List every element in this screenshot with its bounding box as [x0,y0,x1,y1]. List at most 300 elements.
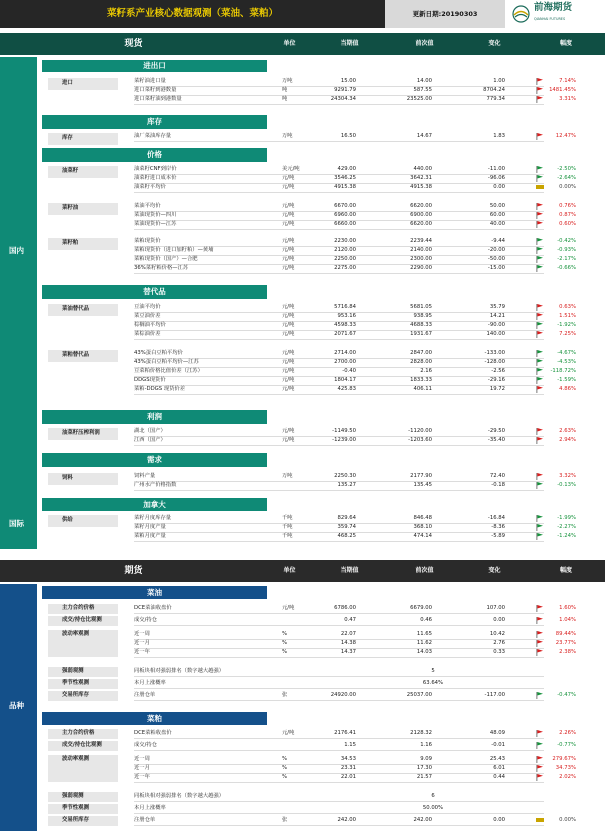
row-item: 菜油现货价—江苏 [134,221,177,227]
row-previous: 2177.90 [410,473,432,479]
group-stock: 库存 [62,135,73,141]
row-current: -0.40 [342,368,356,374]
row-previous: 1833.33 [410,377,432,383]
row-unit: 元/吨 [282,203,295,209]
row-previous: 2128.32 [410,730,432,736]
row-unit: 元/吨 [282,377,295,383]
row-pct: 2.02% [559,774,576,780]
row-pct: -0.66% [557,265,576,271]
row-unit: 张 [282,817,288,823]
row-previous: 9.09 [420,756,432,762]
row-previous: 1.16 [420,742,432,748]
row-previous: 5681.05 [410,304,432,310]
row-divider [134,801,544,802]
row-divider [134,782,544,783]
group-crush: 油菜籽压榨利润 [62,430,100,436]
row-unit: 元/吨 [282,322,295,328]
row-pct: -1.99% [557,515,576,521]
row-previous: 6620.00 [410,221,432,227]
row-divider [134,192,544,193]
row-change: 107.00 [486,605,505,611]
group-vol-ratio: 成交/持仓比观测 [62,617,102,623]
row-pct: 0.00% [559,184,576,190]
row-span-value: 5 [431,668,435,674]
row-item: 同板块相对强弱排名（数字越大越强） [134,668,225,674]
row-item: 近一月 [134,765,150,771]
row-current: 2714.00 [334,350,356,356]
row-change: -2.56 [491,368,505,374]
row-item: 进口菜籽油到港数量 [134,96,182,102]
row-item: 江西（国产） [134,437,166,443]
row-current: 9291.79 [334,87,356,93]
row-change: 0.33 [493,649,505,655]
row-change: 19.72 [489,386,505,392]
row-current: 16.50 [340,133,356,139]
row-divider [134,700,544,701]
logo-text: 前海期货 [534,2,573,13]
row-item: 进口菜籽到港数量 [134,87,177,93]
row-unit: 元/吨 [282,730,295,736]
row-divider [134,273,544,274]
row-current: 23.31 [340,765,356,771]
row-unit: 元/吨 [282,368,295,374]
row-item: 近一周 [134,756,150,762]
row-unit: 元/吨 [282,331,295,337]
row-current: 2120.00 [334,247,356,253]
row-change: 0.00 [493,184,505,190]
row-change: 10.42 [489,631,505,637]
row-divider [134,625,544,626]
row-item: 油厂菜油库存量 [134,133,172,139]
row-current: 1.15 [344,742,356,748]
row-current: 6660.00 [334,221,356,227]
row-item: 菜油平均价 [134,203,161,209]
row-pct: 2.94% [559,437,576,443]
row-unit: % [282,765,288,771]
row-item: 豆菜粕价格比值价差（江苏） [134,368,203,374]
row-divider [134,141,544,142]
group-hv: 波动率观测 [62,756,89,762]
row-current: 2071.67 [334,331,356,337]
group-supply: 供给 [62,517,73,523]
row-divider [134,445,544,446]
row-change: 14.21 [489,313,505,319]
row-pct: 89.44% [555,631,576,637]
row-unit: 元/吨 [282,350,295,356]
col-current: 当期值 [340,567,359,574]
row-current: -1239.00 [332,437,356,443]
row-current: 829.64 [337,515,356,521]
row-item: 成交/持仓 [134,617,157,623]
group-import: 进口 [62,80,73,86]
row-current: 34.53 [340,756,356,762]
row-unit: 万吨 [282,133,293,139]
row-unit: 吨 [282,96,288,102]
row-previous: -1120.00 [408,428,432,434]
row-current: 2700.00 [334,359,356,365]
row-item: 菜粕现货价（国产）—合肥 [134,256,198,262]
col-previous: 前次值 [415,40,434,47]
row-change: 140.00 [486,331,505,337]
row-change: -9.44 [491,238,505,244]
group-vol-ratio: 成交/持仓比观测 [62,742,102,748]
group-strength: 强弱观测 [62,668,84,674]
row-divider [134,676,544,677]
row-current: 24920.00 [330,692,356,698]
row-unit: 美元/吨 [282,166,300,172]
col-change: 变化 [488,40,501,47]
row-divider [134,688,544,689]
group-feed: 饲料 [62,475,73,481]
row-divider [134,490,544,491]
row-change: 0.00 [493,617,505,623]
row-current: 14.38 [340,640,356,646]
row-previous: 1931.67 [410,331,432,337]
row-unit: 元/吨 [282,313,295,319]
row-unit: 万吨 [282,78,293,84]
row-unit: 元/吨 [282,304,295,310]
row-current: -1149.50 [332,428,356,434]
row-current: 22.07 [340,631,356,637]
row-current: 468.25 [337,533,356,539]
row-unit: % [282,631,288,637]
row-item: 菜粕现货价（进口加籽粕）—黄埔 [134,247,214,253]
group-season: 季节性观测 [62,805,89,811]
row-previous: 406.11 [413,386,432,392]
row-previous: 474.14 [413,533,432,539]
row-item: 菜豆油价差 [134,313,161,319]
row-current: 4598.33 [334,322,356,328]
row-previous: 0.46 [420,617,432,623]
row-current: 6960.00 [334,212,356,218]
group-warrant: 交易所库存 [62,817,89,823]
spot-category-band [0,57,37,549]
row-item: 菜粕-DDGS 现货价差 [134,386,186,392]
row-change: 0.44 [493,774,505,780]
row-span-value: 50.00% [422,805,444,811]
row-current: 6670.00 [334,203,356,209]
row-unit: 吨 [282,87,288,93]
row-current: 22.01 [340,774,356,780]
row-pct: 1.60% [559,605,576,611]
col-change: 变化 [488,567,501,574]
row-pct: 1.51% [559,313,576,319]
row-pct: -2.17% [557,256,576,262]
row-previous: 3642.31 [410,175,432,181]
row-previous: 14.00 [416,78,432,84]
row-previous: 11.62 [416,640,432,646]
row-unit: 张 [282,692,288,698]
row-change: -16.84 [487,515,505,521]
row-current: 24304.34 [330,96,356,102]
row-unit: 元/吨 [282,265,295,271]
row-previous: 2290.00 [410,265,432,271]
row-pct: 0.76% [559,203,576,209]
group-warrant: 交易所库存 [62,692,89,698]
row-change: 779.34 [486,96,505,102]
row-previous: 6679.00 [410,605,432,611]
row-divider [134,657,544,658]
row-current: 1804.17 [334,377,356,383]
category-domestic: 国内 [9,246,24,255]
row-pct: -2.50% [557,166,576,172]
row-pct: 0.87% [559,212,576,218]
logo-subtext: QIANHAI FUTURES [534,17,566,21]
section-rapeseed-meal: 菜粕 [42,712,267,725]
row-divider [134,394,544,395]
category-international: 国际 [9,519,24,528]
futures-header [0,560,605,582]
row-previous: 2300.00 [410,256,432,262]
row-pct: -0.93% [557,247,576,253]
row-pct: -1.92% [557,322,576,328]
row-change: -50.00 [487,256,505,262]
row-change: -20.00 [487,247,505,253]
row-divider [134,813,544,814]
row-current: 0.47 [344,617,356,623]
row-previous: 938.95 [413,313,432,319]
row-pct: 0.60% [559,221,576,227]
row-change: -0.01 [491,742,505,748]
row-item: 近一年 [134,774,150,780]
row-unit: 元/吨 [282,256,295,262]
row-previous: 135.45 [413,482,432,488]
row-previous: 14.67 [416,133,432,139]
row-change: -35.40 [487,437,505,443]
row-item: DCE菜粕收盘价 [134,730,172,736]
row-current: 3546.25 [334,175,356,181]
row-pct: 2.38% [559,649,576,655]
row-pct: 23.77% [555,640,576,646]
row-unit: 万吨 [282,473,293,479]
row-pct: 1481.45% [549,87,576,93]
row-item: 43%蛋白豆粕平均价 [134,350,183,356]
col-pct: 幅度 [559,40,572,47]
row-pct: -4.67% [557,350,576,356]
row-change: 25.43 [489,756,505,762]
row-divider [134,825,544,826]
row-previous: 6900.00 [410,212,432,218]
group-oil: 菜籽油 [62,205,79,211]
row-previous: 440.00 [413,166,432,172]
group-season: 季节性观测 [62,680,89,686]
row-item: DDGS现货价 [134,377,166,383]
row-item: 油菜籽平均价 [134,184,166,190]
row-item: 油菜籽CNF到岸价 [134,166,177,172]
row-item: 菜籽月度库存量 [134,515,172,521]
row-divider [134,229,544,230]
row-pct: -118.72% [550,368,576,374]
row-pct: 3.32% [559,473,576,479]
row-item: 近一月 [134,640,150,646]
row-item: 近一周 [134,631,150,637]
row-current: 425.83 [337,386,356,392]
row-item: 广州水产价格指数 [134,482,177,488]
row-pct: 4.86% [559,386,576,392]
row-previous: 4915.38 [410,184,432,190]
row-change: 1.83 [493,133,505,139]
row-unit: % [282,640,288,646]
row-pct: 34.73% [555,765,576,771]
row-item: 菜粕月度产量 [134,533,166,539]
row-change: -96.06 [487,175,505,181]
row-item: 成交/持仓 [134,742,157,748]
row-previous: 2140.00 [410,247,432,253]
col-previous: 前次值 [415,567,434,574]
row-previous: 368.10 [413,524,432,530]
row-current: 429.00 [337,166,356,172]
col-current: 当期值 [340,40,359,47]
row-current: 5716.84 [334,304,356,310]
row-unit: 元/吨 [282,437,295,443]
row-span-value: 6 [431,793,435,799]
row-pct: -4.53% [557,359,576,365]
row-unit: % [282,756,288,762]
section-profit: 利润 [42,410,267,424]
row-change: -11.00 [487,166,505,172]
row-pct: -2.64% [557,175,576,181]
row-current: 14.37 [340,649,356,655]
section-substitutes: 替代品 [42,285,267,299]
section-canada: 加拿大 [42,498,267,511]
row-unit: 元/吨 [282,175,295,181]
row-item: 注册仓单 [134,692,156,698]
row-change: 40.00 [489,221,505,227]
group-main-price: 主力合约价格 [62,730,95,736]
row-current: 2176.41 [334,730,356,736]
section-stock: 库存 [42,115,267,129]
row-pct: 7.25% [559,331,576,337]
spot-header [0,33,605,55]
row-unit: 元/吨 [282,184,295,190]
row-item: 菜籽油进口量 [134,78,166,84]
row-previous: 25037.00 [406,692,432,698]
row-divider [134,613,544,614]
row-unit: 元/吨 [282,605,295,611]
row-change: -90.00 [487,322,505,328]
row-item: 菜籽月度产量 [134,524,166,530]
col-pct: 幅度 [559,567,572,574]
row-pct: 279.67% [552,756,576,762]
row-pct: 3.31% [559,96,576,102]
row-current: 2250.00 [334,256,356,262]
row-previous: 17.30 [416,765,432,771]
row-item: 饲料产量 [134,473,156,479]
row-previous: 2828.00 [410,359,432,365]
group-oil-sub: 菜油替代品 [62,306,89,312]
row-previous: 846.48 [413,515,432,521]
company-logo [505,0,605,28]
row-previous: 4688.33 [410,322,432,328]
row-pct: -0.13% [557,482,576,488]
row-pct: 7.14% [559,78,576,84]
row-change: 48.09 [489,730,505,736]
row-change: 8704.24 [483,87,505,93]
row-item: 同板块相对强弱排名（数字越大越强） [134,793,225,799]
row-change: -15.00 [487,265,505,271]
row-item: 油菜籽进口成本价 [134,175,177,181]
row-pct: 2.26% [559,730,576,736]
row-unit: 元/吨 [282,359,295,365]
row-pct: 0.63% [559,304,576,310]
section-rapeseed-oil: 菜油 [42,586,267,599]
row-pct: -0.77% [557,742,576,748]
row-previous: 11.65 [416,631,432,637]
row-unit: 元/吨 [282,212,295,218]
row-pct: -2.27% [557,524,576,530]
col-unit: 单位 [283,567,296,574]
row-previous: 2239.44 [410,238,432,244]
row-item: 湖北（国产） [134,428,166,434]
row-unit: 元/吨 [282,238,295,244]
row-unit: 元/吨 [282,221,295,227]
row-item: 本月上涨概率 [134,680,166,686]
group-hv: 波动率观测 [62,631,89,637]
row-previous: 21.57 [416,774,432,780]
row-current: 2230.00 [334,238,356,244]
row-item: 菜油现货价—四川 [134,212,177,218]
group-main-price: 主力合约价格 [62,605,95,611]
group-meal-sub: 菜粕替代品 [62,352,89,358]
row-divider [134,339,544,340]
row-unit: 元/吨 [282,428,295,434]
row-change: 60.00 [489,212,505,218]
row-item: 注册仓单 [134,817,156,823]
row-change: -29.16 [487,377,505,383]
row-item: 棕榈油平均价 [134,322,166,328]
row-unit: 千吨 [282,524,293,530]
row-item: 本月上涨概率 [134,805,166,811]
row-previous: 242.00 [413,817,432,823]
row-change: -0.18 [491,482,505,488]
row-previous: 23525.00 [406,96,432,102]
row-current: 953.16 [337,313,356,319]
row-unit: 元/吨 [282,247,295,253]
row-pct: -0.42% [557,238,576,244]
row-previous: 14.03 [416,649,432,655]
row-current: 2250.30 [334,473,356,479]
row-pct: -0.47% [557,692,576,698]
row-divider [134,541,544,542]
row-divider [134,738,544,739]
group-strength: 强弱观测 [62,793,84,799]
row-change: 0.00 [493,817,505,823]
row-change: 35.79 [489,304,505,310]
row-current: 6786.00 [334,605,356,611]
logo-icon [511,4,531,24]
row-current: 2275.00 [334,265,356,271]
row-change: 2.76 [493,640,505,646]
section-price: 价格 [42,148,267,162]
row-item: 近一年 [134,649,150,655]
row-item: 豆油平均价 [134,304,161,310]
row-previous: -1203.60 [408,437,432,443]
category-variety: 品种 [9,701,24,710]
row-current: 4915.38 [334,184,356,190]
spot-header-title: 现货 [124,39,143,49]
row-pct: -1.59% [557,377,576,383]
row-change: -128.00 [484,359,505,365]
row-change: 1.00 [493,78,505,84]
row-pct: 0.00% [559,817,576,823]
row-current: 135.27 [337,482,356,488]
row-change: 72.40 [489,473,505,479]
row-pct: -1.24% [557,533,576,539]
row-current: 359.74 [337,524,356,530]
row-change: -133.00 [484,350,505,356]
futures-header-title: 期货 [124,566,143,576]
row-item: 菜棕油价差 [134,331,161,337]
